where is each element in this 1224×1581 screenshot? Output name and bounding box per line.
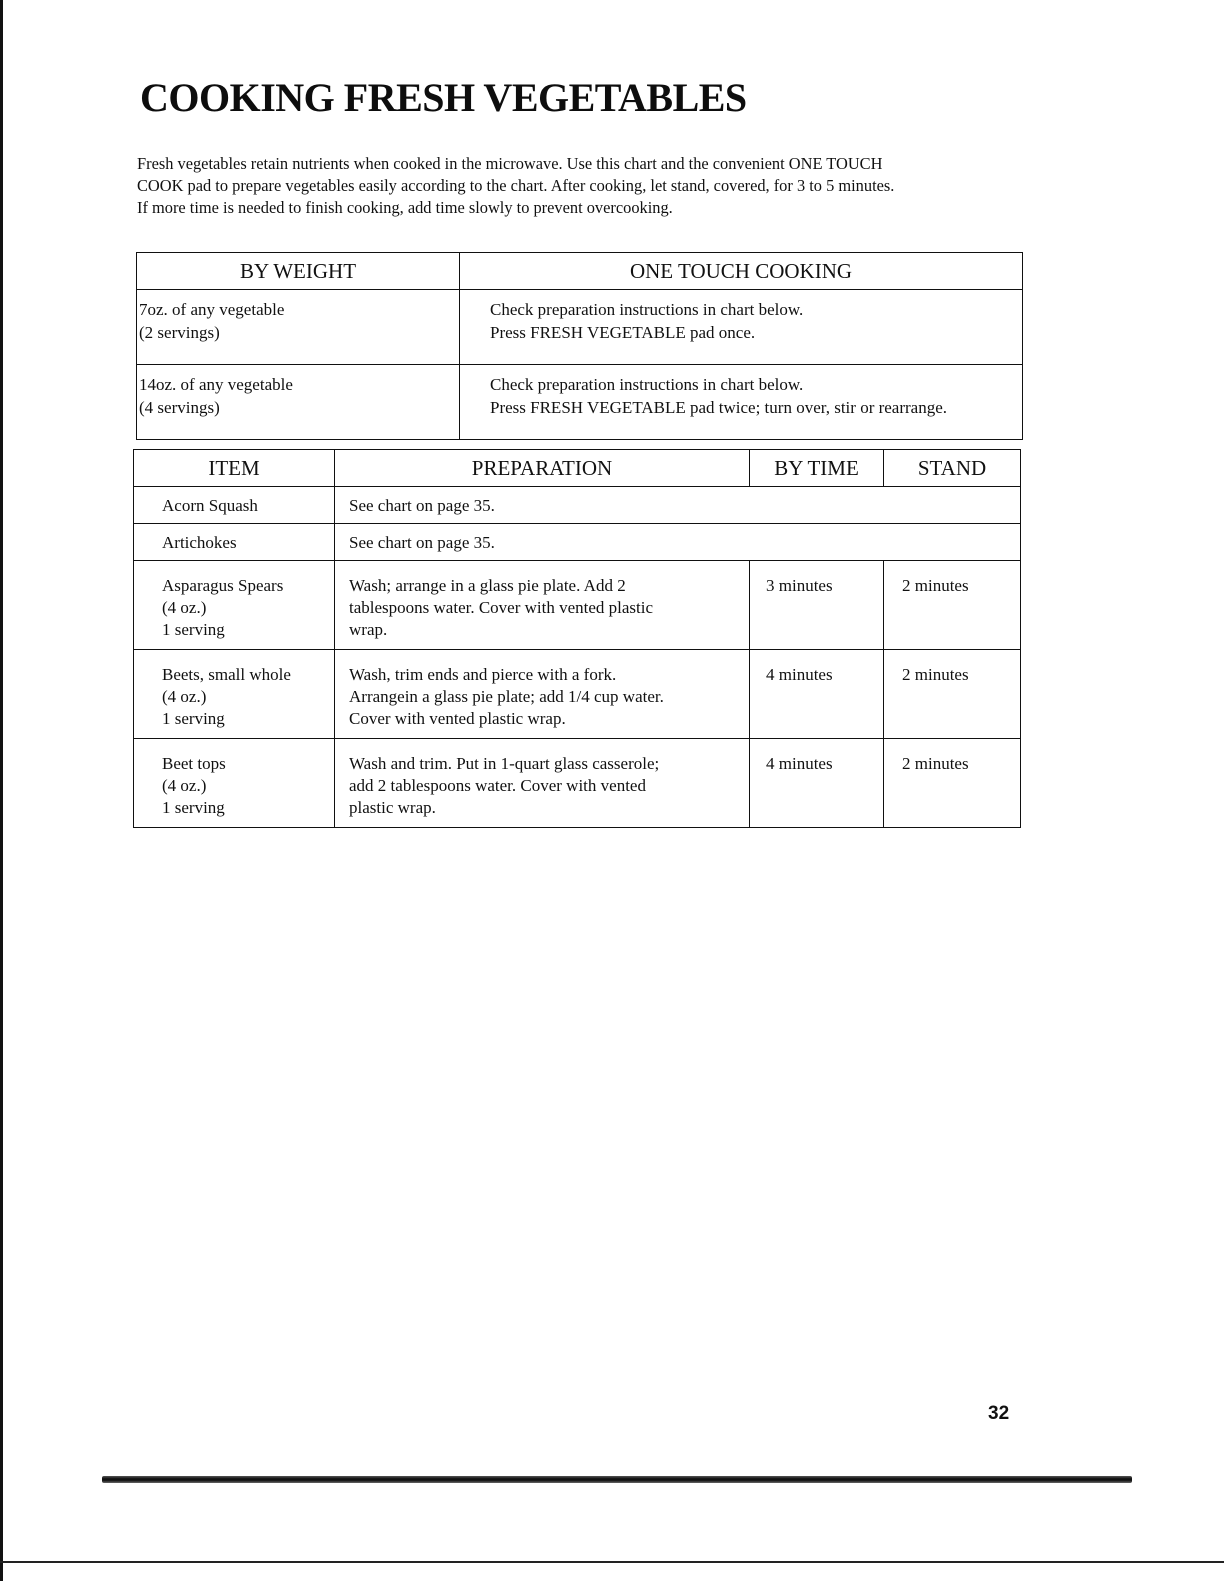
stand-cell: 2 minutes	[884, 561, 1021, 650]
stand-cell: 2 minutes	[884, 739, 1021, 828]
instruction-line: Press FRESH VEGETABLE pad twice; turn over, stir or rearrange.	[490, 398, 948, 417]
page-title: COOKING FRESH VEGETABLES	[140, 75, 747, 120]
preparation-line: Wash and trim. Put in 1-quart glass casserole;	[349, 754, 660, 773]
item-cell	[134, 524, 335, 561]
page-bottom-edge	[0, 1561, 1224, 1563]
header-one-touch-cooking: ONE TOUCH COOKING	[460, 253, 1023, 290]
item-name: Beet tops	[162, 754, 226, 773]
bottom-rule	[102, 1476, 1132, 1483]
preparation-line: Wash; arrange in a glass pie plate. Add 2	[349, 576, 626, 595]
item-servings: 1 serving	[162, 798, 225, 817]
time-cell: 4 minutes	[750, 650, 884, 739]
vegetable-chart-table	[133, 449, 1021, 828]
item-servings: 1 serving	[162, 620, 225, 639]
table-row	[137, 365, 1023, 440]
preparation-cell	[335, 739, 750, 828]
preparation-line: plastic wrap.	[349, 798, 436, 817]
item-weight: (4 oz.)	[162, 598, 207, 617]
header-preparation: PREPARATION	[335, 450, 750, 487]
time-cell: 3 minutes	[750, 561, 884, 650]
preparation-line: Arrangein a glass pie plate; add 1/4 cup water.	[349, 687, 664, 706]
vegetable-chart-header-row	[134, 450, 1021, 487]
page-number: 32	[988, 1403, 1010, 1424]
item-cell	[134, 487, 335, 524]
preparation-line: See chart on page 35.	[349, 533, 495, 552]
time-cell: 4 minutes	[750, 739, 884, 828]
intro-line: If more time is needed to finish cooking, add time slowly to prevent overcooking.	[137, 198, 673, 217]
preparation-line: add 2 tablespoons water. Cover with vented	[349, 776, 646, 795]
weight-cell	[137, 365, 460, 440]
item-weight: (4 oz.)	[162, 776, 207, 795]
table-row	[134, 739, 1021, 828]
one-touch-header-row	[137, 253, 1023, 290]
preparation-cell	[335, 487, 1021, 524]
item-cell	[134, 561, 335, 650]
weight-text: 14oz. of any vegetable	[139, 375, 293, 394]
table-row	[134, 524, 1021, 561]
item-cell	[134, 650, 335, 739]
table-row	[134, 561, 1021, 650]
preparation-line: tablespoons water. Cover with vented plastic	[349, 598, 654, 617]
stand-cell: 2 minutes	[884, 650, 1021, 739]
item-name: Asparagus Spears	[162, 576, 284, 595]
intro-line: Fresh vegetables retain nutrients when cooked in the microwave. Use this chart and the convenient ONE TOUCH	[137, 154, 883, 173]
weight-cell	[137, 290, 460, 365]
servings-text: (2 servings)	[139, 323, 220, 342]
item-weight: (4 oz.)	[162, 687, 207, 706]
intro-line: COOK pad to prepare vegetables easily according to the chart. After cooking, let stand, covered, for 3 to 5 minutes.	[137, 176, 895, 195]
instruction-line: Press FRESH VEGETABLE pad once.	[490, 323, 756, 342]
weight-text: 7oz. of any vegetable	[139, 300, 285, 319]
item-cell	[134, 739, 335, 828]
table-row	[134, 487, 1021, 524]
preparation-line: Wash, trim ends and pierce with a fork.	[349, 665, 617, 684]
table-row	[134, 650, 1021, 739]
instruction-line: Check preparation instructions in chart below.	[490, 375, 804, 394]
servings-text: (4 servings)	[139, 398, 220, 417]
instruction-line: Check preparation instructions in chart below.	[490, 300, 804, 319]
instructions-cell	[460, 290, 1023, 365]
header-stand: STAND	[884, 450, 1021, 487]
instructions-cell	[460, 365, 1023, 440]
preparation-line: Cover with vented plastic wrap.	[349, 709, 566, 728]
header-item: ITEM	[134, 450, 335, 487]
preparation-cell	[335, 650, 750, 739]
header-by-time: BY TIME	[750, 450, 884, 487]
preparation-line: wrap.	[349, 620, 388, 639]
table-row	[137, 290, 1023, 365]
preparation-line: See chart on page 35.	[349, 496, 495, 515]
intro-paragraph	[137, 153, 1027, 219]
page-left-edge	[0, 0, 3, 1581]
item-servings: 1 serving	[162, 709, 225, 728]
header-by-weight: BY WEIGHT	[137, 253, 460, 290]
item-name: Artichokes	[162, 533, 237, 552]
preparation-cell	[335, 561, 750, 650]
one-touch-table	[136, 252, 1023, 440]
preparation-cell	[335, 524, 1021, 561]
item-name: Acorn Squash	[162, 496, 258, 515]
item-name: Beets, small whole	[162, 665, 291, 684]
